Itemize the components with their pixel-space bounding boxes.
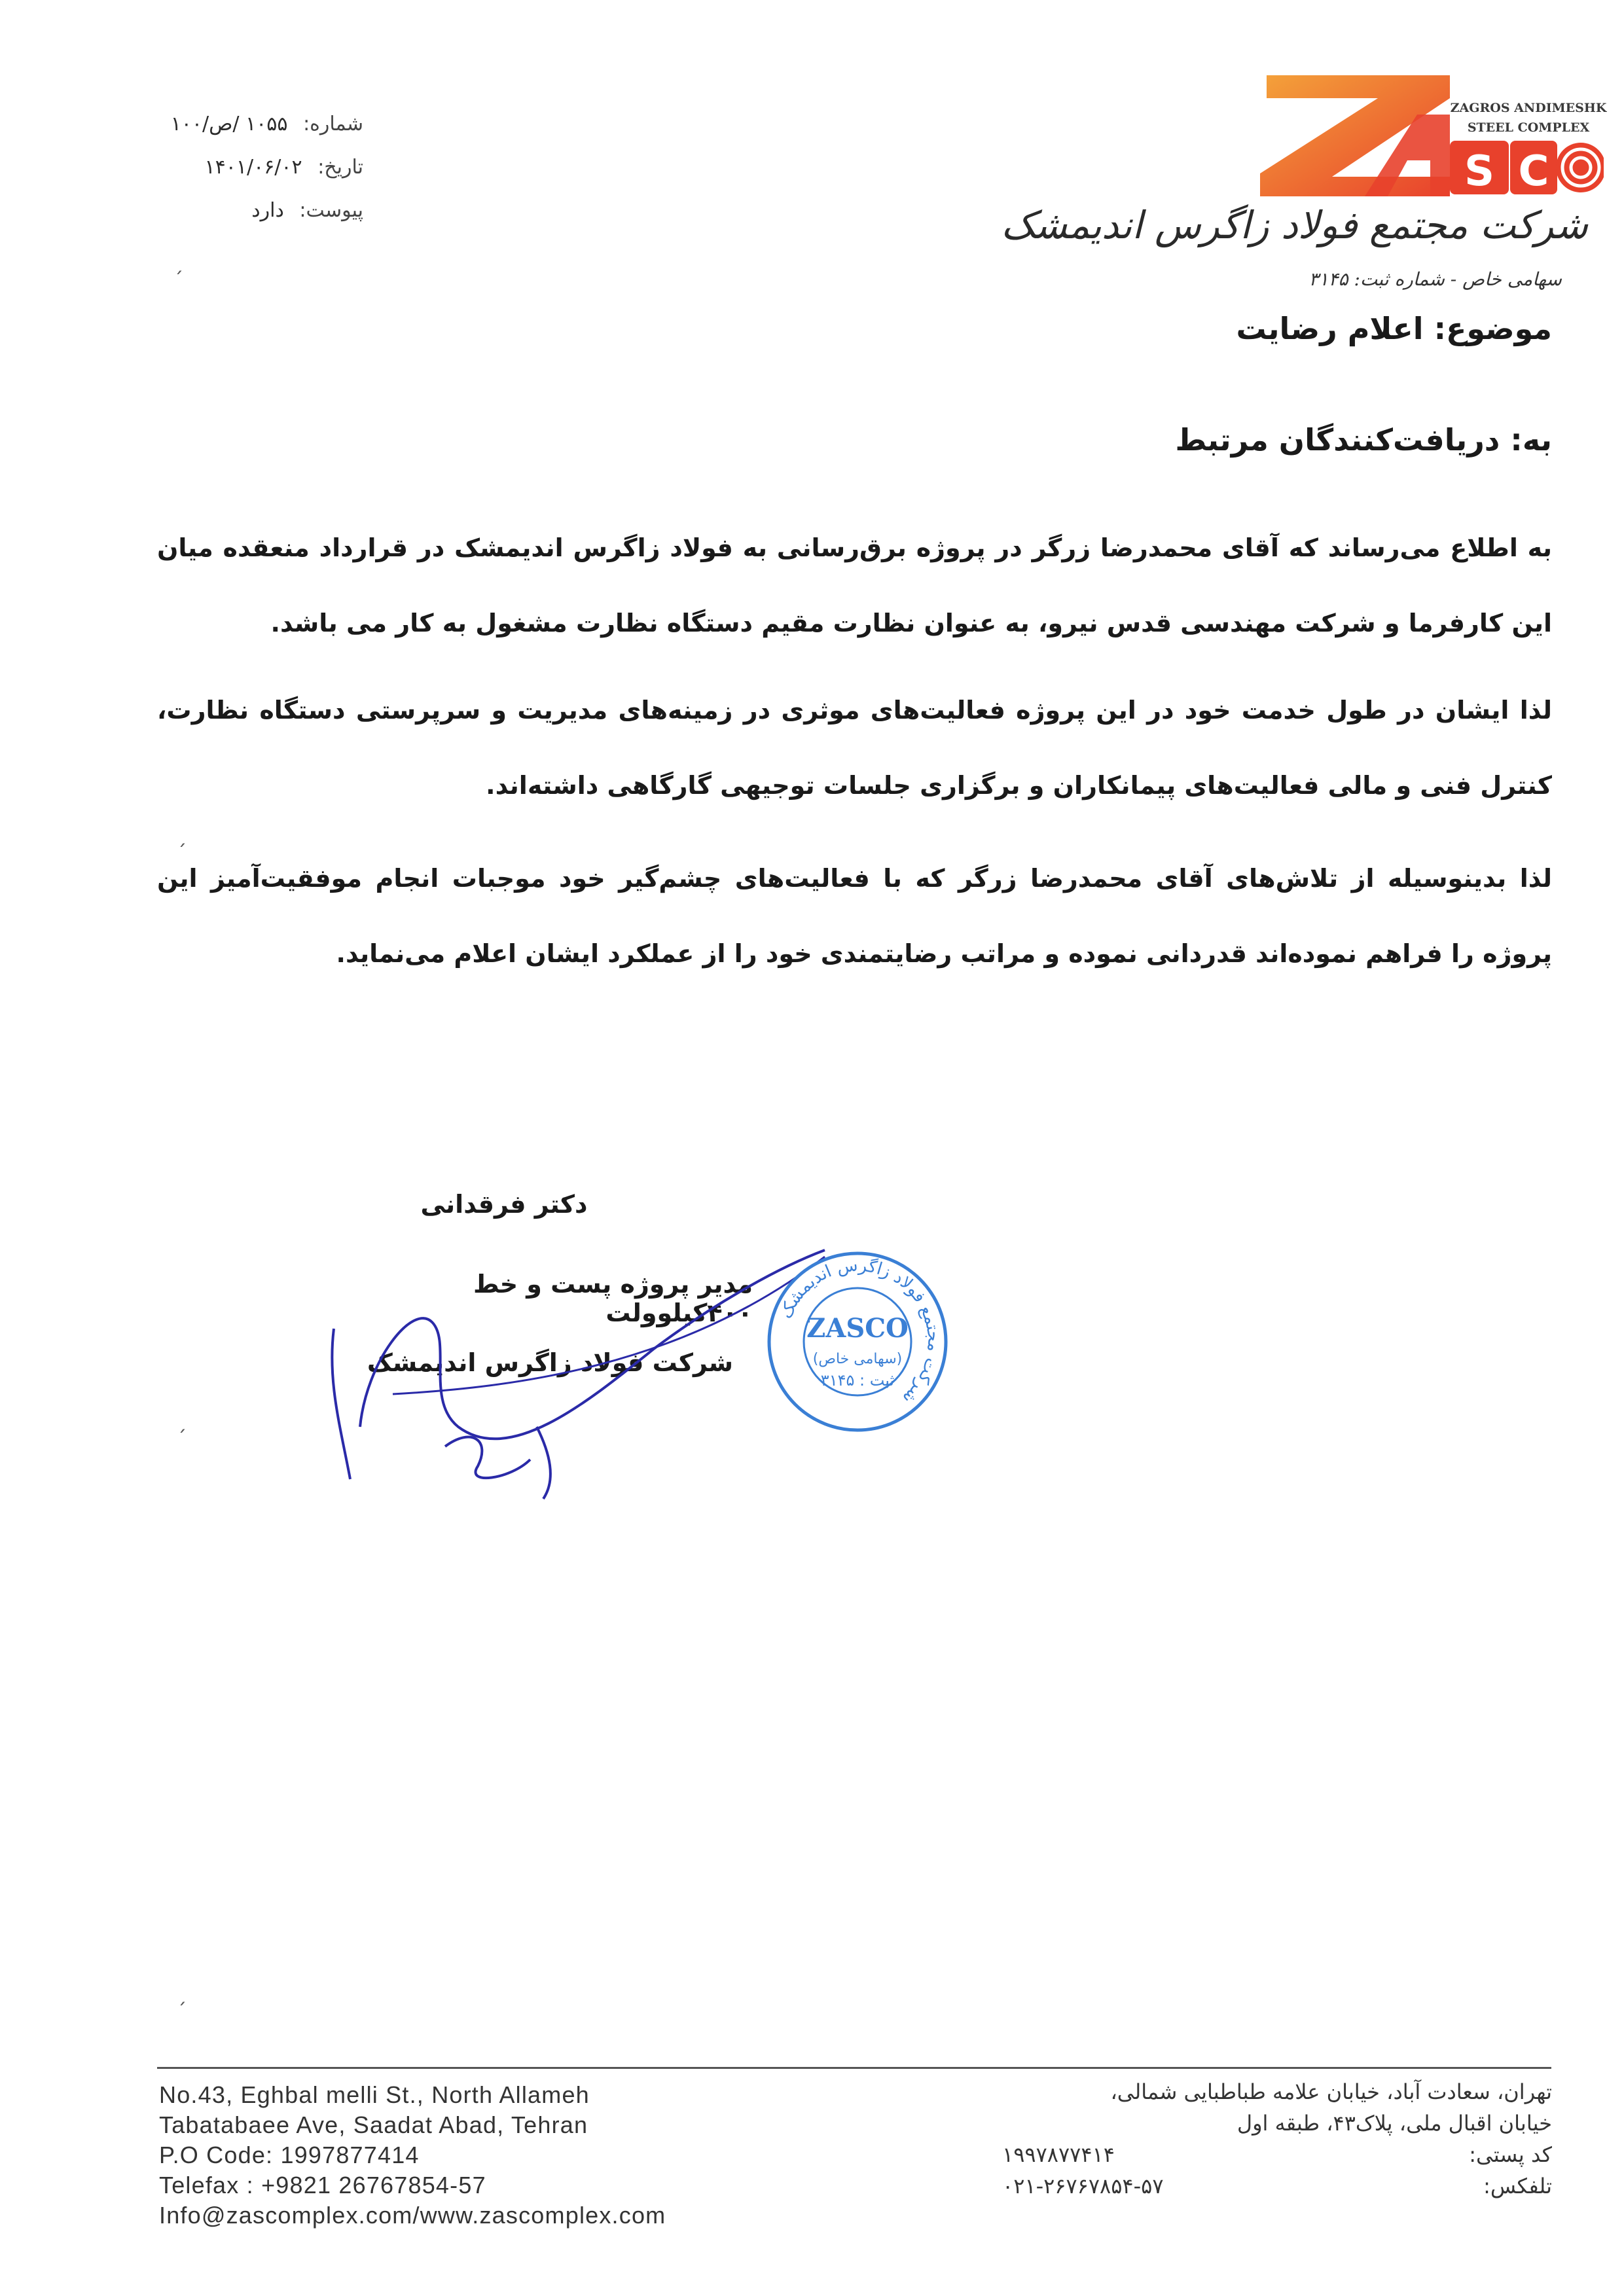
footer-address-en <box>159 2080 666 2231</box>
letter-paragraph-2: لذا ایشان در طول خدمت خود در این پروژه فعالیت‌های موثری در زمینه‌های مدیریت و سرپرستی دستگاه نظارت، کنترل فنی و مالی فعالیت‌های پیمانکاران و برگزاری جلسات توجیهی گارگاهی داشته‌اند. <box>157 696 1552 800</box>
footer-fa-address-1: تهران، سعادت آباد، خیابان علامه طباطبایی شمالی، <box>1110 2079 1552 2104</box>
letter-number <box>137 111 363 137</box>
stamp-sub-text: (سهامی خاص) <box>812 1351 903 1367</box>
footer-en-line-5: Info@zascomplex.com/www.zascomplex.com <box>159 2202 666 2229</box>
footer-postal-label: کد پستی: <box>1469 2142 1552 2167</box>
footer-address-fa <box>1002 2076 1552 2202</box>
letter-attachment-value: دارد <box>251 199 284 222</box>
footer-telefax-label: تلفکس: <box>1483 2174 1552 2198</box>
footer-en-line-2: Tabatabaee Ave, Saadat Abad, Tehran <box>159 2111 588 2138</box>
company-registration: سهامی خاص - شماره ثبت: ۳۱۴۵ <box>1308 268 1562 290</box>
footer-divider <box>157 2067 1551 2069</box>
scan-speck: ˏ <box>177 1983 187 2006</box>
company-stamp <box>763 1247 952 1437</box>
svg-text:C: C <box>1518 147 1549 196</box>
scan-speck: ˏ <box>173 252 183 275</box>
logo-tagline: ZAGROS ANDIMESHK STEEL COMPLEX <box>1450 101 1607 135</box>
scan-speck: ˏ <box>177 1410 187 1433</box>
letter-attachment <box>137 198 363 224</box>
letter-date <box>137 154 363 181</box>
footer-en-line-4: Telefax : +9821 26767854-57 <box>159 2172 486 2198</box>
letter-number-value: ۱۰۵۵ /ص/۱۰۰ <box>170 113 288 135</box>
stamp-center-text: ZASCO <box>806 1313 909 1344</box>
signatory-name: دکتر فرقدانی <box>420 1190 588 1219</box>
footer-fa-telefax <box>1002 2170 1552 2202</box>
stamp-reg-text: ثبت : ۳۱۴۵ <box>820 1371 895 1390</box>
letter-subject: موضوع: اعلام رضایت <box>1236 311 1552 346</box>
letter-recipient: به: دریافت‌کنندگان مرتبط <box>1175 422 1552 457</box>
stamp-ring-text: شرکت مجتمع فولاد زاگرس اندیمشک <box>776 1255 944 1408</box>
letter-date-value: ۱۴۰۱/۰۶/۰۲ <box>204 156 302 179</box>
footer-fa-address-2: خیابان اقبال ملی، پلاک۴۳، طبقه اول <box>1236 2111 1552 2136</box>
footer-en-line-1: No.43, Eghbal melli St., North Allameh <box>159 2081 590 2108</box>
footer-telefax-value: ۰۲۱-۲۶۷۶۷۸۵۴-۵۷ <box>1002 2174 1164 2198</box>
company-name: شرکت مجتمع فولاد زاگرس اندیمشک <box>1001 203 1588 247</box>
footer-fa-postal <box>1002 2139 1552 2170</box>
footer-postal-value: ۱۹۹۷۸۷۷۴۱۴ <box>1002 2142 1115 2167</box>
letter-paragraph-3: لذا بدینوسیله از تلاش‌های آقای محمدرضا زرگر که با فعالیت‌های چشم‌گیر خود موجبات انجام موفقیت‌آمیز این پروژه را فراهم نموده‌اند قدردانی نموده و مراتب رضایتمندی خود را از عملکرد ایشان اعلام می‌نماید. <box>157 864 1552 968</box>
letter-number-label: شماره: <box>303 113 363 135</box>
letter-date-label: تاریخ: <box>317 156 363 179</box>
svg-text:S: S <box>1464 147 1495 196</box>
scan-speck: ˏ <box>177 825 187 848</box>
signatory-title: مدیر پروژه پست و خط ۴۰۰کیلوولت <box>473 1270 753 1327</box>
letter-paragraph-1: به اطلاع می‌رساند که آقای محمدرضا زرگر در پروژه برق‌رسانی به فولاد زاگرس اندیمشک در قرارداد منعقده میان این کارفرما و شرکت مهندسی قدس نیرو، به عنوان نظارت مقیم دستگاه نظارت مشغول به کار می باشد. <box>157 533 1552 637</box>
letter-attachment-label: پیوست: <box>299 199 363 222</box>
signatory-company: شرکت فولاد زاگرس اندیمشک <box>367 1348 733 1377</box>
footer-en-line-3: P.O Code: 1997877414 <box>159 2142 420 2168</box>
